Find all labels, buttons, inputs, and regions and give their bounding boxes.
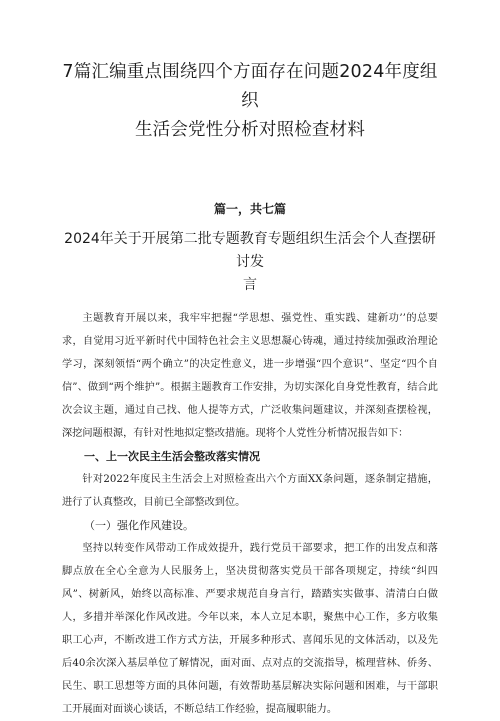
article-title-line-2: 言 <box>243 277 257 293</box>
document-title-line-2: 生活会党性分析对照检查材料 <box>134 120 366 140</box>
section-heading-1: 一、上一次民主生活会整改落实情况 <box>84 450 260 463</box>
article-title-line-1: 2024年关于开展第二批专题教育专题组织生活会个人查摆研讨发 <box>64 231 436 270</box>
paragraph-2: 坚持以转变作风带动工作成效提升，践行党员干部要求，把工作的出发点和落脚点放在全心全意为人民服务上，坚决贯彻落实党员干部各项规定，持续“纠四风”、树新风，始终以高标准、严要求规范自身言行，踏踏实实做事、清清白白做人，多措并举深化作风改进。今年以来，本人立足本职，聚焦中心工作，多方收集职工心声，不断改进工作方式方法，开展多种形式、喜闻乐见的文体活动，以及先后40余次深入基层单位了解情况，面对面、点对点的交流指导，梳理营林、侨务、民生、职工思想等方面的具体问题，有效帮助基层解决实际问题和困难，与干部职工开展面对面谈心谈话，不断总结工作经验，提高履职能力。 <box>62 543 438 715</box>
document-title-line-1: 7篇汇编重点围绕四个方面存在问题2024年度组织 <box>62 62 438 111</box>
intro-paragraph: 主题教育开展以来，我牢牢把握“学思想、强党性、重实践、建新功’’的总要求，自觉用习近平新时代中国特色社会主义思想凝心铸魂，通过持续加强政治理论学习，深刻领悟“两个确立”的决定性意义，进一步增强“四个意识”、坚定“四个自信”、做到“两个维护”。根据主题教育工作安排，为切实深化自身党性教育，结合此次会议主题，通过自己找、他人提等方式，广泛收集问题建议，并深刻查摆检视，深挖问题根源，有针对性地拟定整改措施。现将个人党性分析情况报告如下： <box>62 313 438 439</box>
document-title <box>62 58 438 145</box>
paragraph-1: 针对2022年度民主生活会上对照检查出六个方面XX条问题，逐条制定措施，进行了认真整改，目前已全部整改到位。 <box>62 474 438 508</box>
article-title <box>62 228 438 297</box>
section-label: 篇一，共七篇 <box>213 202 286 216</box>
subsection-heading-1: （一）强化作风建设。 <box>84 519 194 532</box>
article-body <box>62 307 438 721</box>
